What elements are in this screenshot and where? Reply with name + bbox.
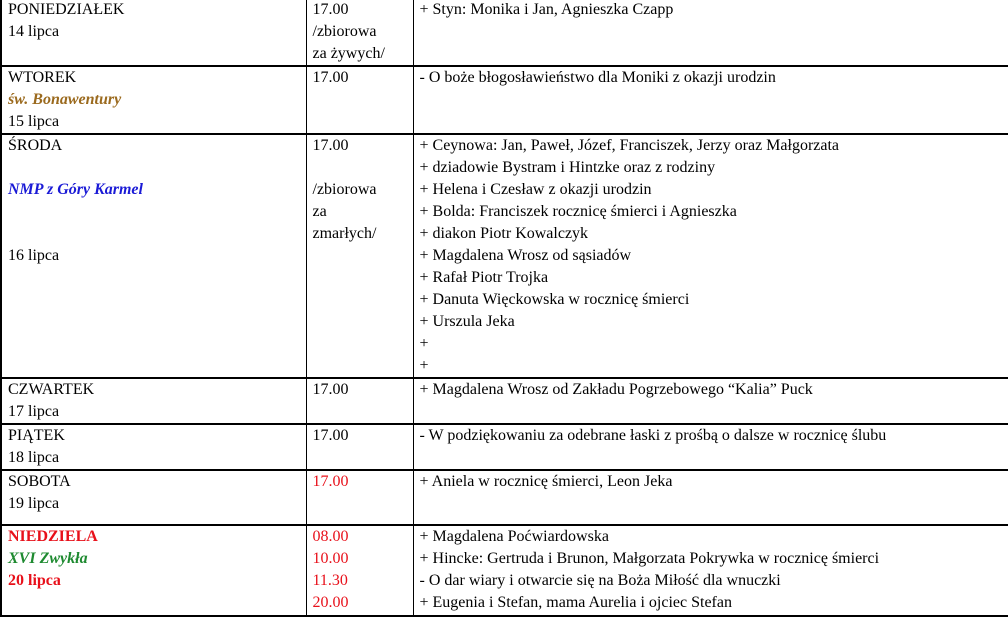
intention-line: + diakon Piotr Kowalczyk xyxy=(420,223,1008,245)
table-row-wednesday xyxy=(1,134,1008,378)
intention-line: + Rafał Piotr Trojka xyxy=(420,267,1008,289)
intentions-cell xyxy=(413,134,1008,378)
table-row-friday xyxy=(1,424,1008,470)
day-date: 14 lipca xyxy=(8,21,306,43)
feast-name: XVI Zwykła xyxy=(8,548,306,570)
intention-line: + Bolda: Franciszek rocznicę śmierci i Agnieszka xyxy=(420,201,1008,223)
intention-line: - O dar wiary i otwarcie się na Boża Miłość dla wnuczki xyxy=(420,570,1008,592)
day-cell xyxy=(1,66,306,134)
day-name: CZWARTEK xyxy=(8,379,306,401)
day-name: PIĄTEK xyxy=(8,425,306,447)
day-date: 19 lipca xyxy=(8,493,306,515)
table-row-thursday xyxy=(1,378,1008,424)
intention-line: + xyxy=(420,333,1008,355)
day-cell xyxy=(1,470,306,525)
intention-line: + Styn: Monika i Jan, Agnieszka Czapp xyxy=(420,0,1008,21)
table-row-sunday xyxy=(1,525,1008,616)
day-date: 17 lipca xyxy=(8,401,306,423)
intentions-cell xyxy=(413,0,1008,66)
day-cell xyxy=(1,378,306,424)
time-cell xyxy=(306,66,413,134)
intention-line: + dziadowie Bystram i Hintzke oraz z rodziny xyxy=(420,157,1008,179)
day-cell xyxy=(1,424,306,470)
time-cell xyxy=(306,525,413,616)
intentions-cell xyxy=(413,424,1008,470)
time-cell xyxy=(306,134,413,378)
intentions-cell xyxy=(413,378,1008,424)
mass-time: 17.00 xyxy=(313,379,413,401)
time-note-line: zmarłych/ xyxy=(313,223,413,245)
time-note-line: za xyxy=(313,201,413,223)
intention-line: + Magdalena Wrosz od sąsiadów xyxy=(420,245,1008,267)
intention-line: + Danuta Więckowska w rocznicę śmierci xyxy=(420,289,1008,311)
mass-time: 17.00 xyxy=(313,425,413,447)
time-note-line: /zbiorowa xyxy=(313,179,413,201)
mass-time: 08.00 xyxy=(313,526,413,548)
intention-line: + Aniela w rocznicę śmierci, Leon Jeka xyxy=(420,471,1008,493)
day-cell xyxy=(1,0,306,66)
intention-line: + Hincke: Gertruda i Brunon, Małgorzata Pokrywka w rocznicę śmierci xyxy=(420,548,1008,570)
mass-time: 17.00 xyxy=(313,135,413,157)
day-cell xyxy=(1,134,306,378)
mass-time: 20.00 xyxy=(313,592,413,614)
mass-time: 10.00 xyxy=(313,548,413,570)
table-row-monday xyxy=(1,0,1008,66)
day-name: PONIEDZIAŁEK xyxy=(8,0,306,21)
time-cell xyxy=(306,470,413,525)
intention-line: + Urszula Jeka xyxy=(420,311,1008,333)
intentions-cell xyxy=(413,525,1008,616)
mass-time: 11.30 xyxy=(313,570,413,592)
intention-line: + xyxy=(420,355,1008,377)
time-cell xyxy=(306,424,413,470)
intention-line: + Magdalena Wrosz od Zakładu Pogrzebowego “Kalia” Puck xyxy=(420,379,1008,401)
time-cell xyxy=(306,0,413,66)
intention-line: + Ceynowa: Jan, Paweł, Józef, Franciszek, Jerzy oraz Małgorzata xyxy=(420,135,1008,157)
intention-line: + Eugenia i Stefan, mama Aurelia i ojciec Stefan xyxy=(420,592,1008,614)
mass-time: 17.00 xyxy=(313,471,413,493)
day-name: SOBOTA xyxy=(8,471,306,493)
intention-line: + Magdalena Poćwiardowska xyxy=(420,526,1008,548)
day-name: ŚRODA xyxy=(8,135,306,157)
day-date: 18 lipca xyxy=(8,447,306,469)
day-date: 20 lipca xyxy=(8,570,306,592)
table-row-tuesday xyxy=(1,66,1008,134)
time-note-line: za żywych/ xyxy=(313,43,413,65)
time-cell xyxy=(306,378,413,424)
mass-time: 17.00 xyxy=(313,0,413,21)
feast-name: św. Bonawentury xyxy=(8,89,306,111)
time-note-line: /zbiorowa xyxy=(313,21,413,43)
day-name: NIEDZIELA xyxy=(8,526,306,548)
feast-name: NMP z Góry Karmel xyxy=(8,179,306,201)
intentions-cell xyxy=(413,66,1008,134)
intention-line: - W podziękowaniu za odebrane łaski z prośbą o dalsze w rocznicę ślubu xyxy=(420,425,1008,447)
intentions-cell xyxy=(413,470,1008,525)
day-date: 15 lipca xyxy=(8,111,306,133)
intention-line: - O boże błogosławieństwo dla Moniki z okazji urodzin xyxy=(420,67,1008,89)
day-date: 16 lipca xyxy=(8,245,306,267)
day-name: WTOREK xyxy=(8,67,306,89)
table-row-saturday xyxy=(1,470,1008,525)
intention-line: + Helena i Czesław z okazji urodzin xyxy=(420,179,1008,201)
mass-time: 17.00 xyxy=(313,67,413,89)
day-cell xyxy=(1,525,306,616)
